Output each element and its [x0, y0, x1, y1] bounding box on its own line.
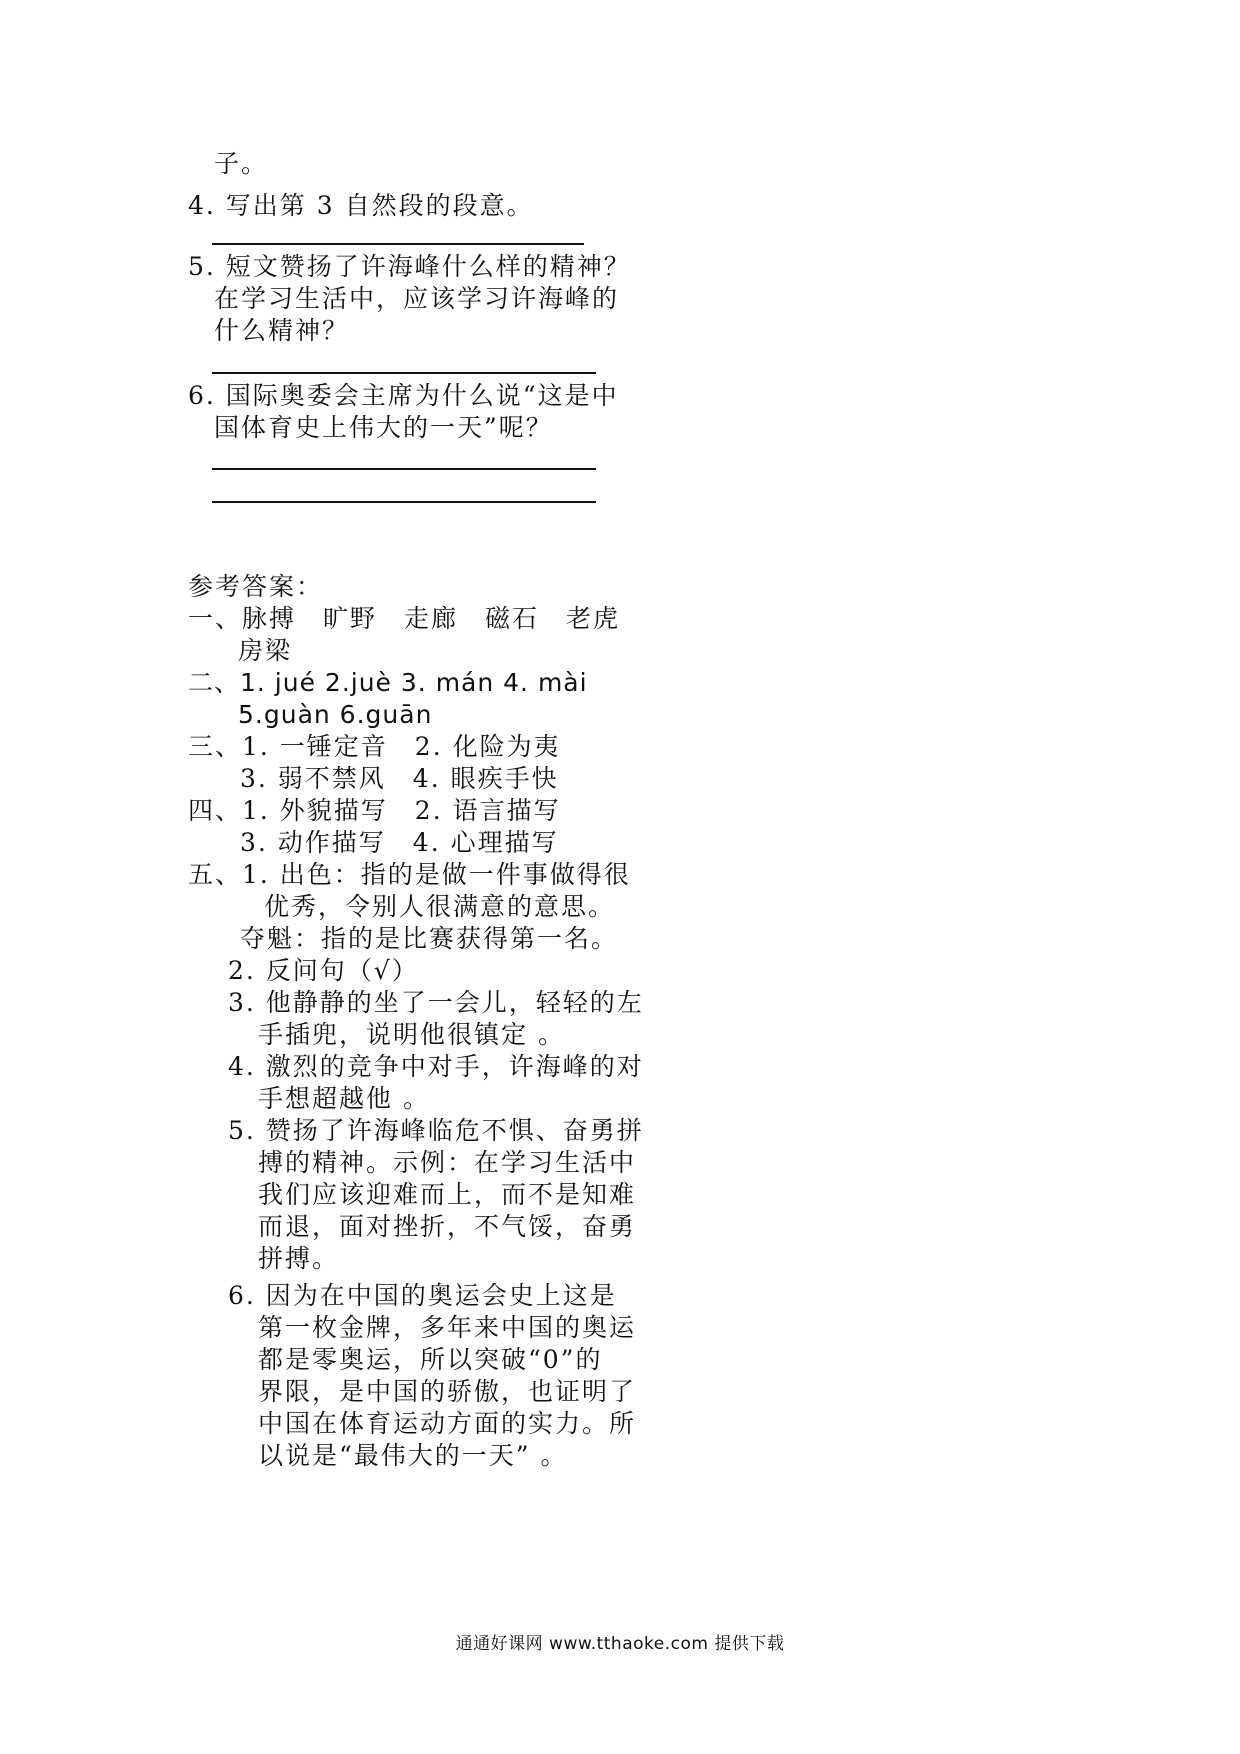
- question-4: 4. 写出第 3 自然段的段意。: [188, 191, 534, 220]
- question-5-line-3: 什么精神？: [214, 316, 350, 345]
- answer-line: 我们应该迎难而上，而不是知难: [258, 1180, 637, 1209]
- answer-blank-q5: [212, 372, 596, 374]
- answer-line: 五、1. 出色：指的是做一件事做得很: [188, 860, 631, 889]
- answer-line: 都是零奥运，所以突破“0”的: [258, 1345, 603, 1374]
- answer-line: 5.guàn 6.guān: [238, 700, 433, 729]
- question-5-line-1: 5. 短文赞扬了许海峰什么样的精神？: [188, 252, 631, 281]
- answer-line: 中国在体育运动方面的实力。所: [258, 1409, 637, 1438]
- answer-line: 5. 赞扬了许海峰临危不惧、奋勇拼: [228, 1116, 644, 1145]
- answer-line: 优秀，令别人很满意的意思。: [264, 892, 616, 921]
- answer-line: 3. 动作描写 4. 心理描写: [240, 828, 559, 857]
- question-3-tail: 子。: [214, 149, 269, 178]
- answer-line: 界限，是中国的骄傲，也证明了: [258, 1377, 637, 1406]
- answer-line: 房梁: [238, 636, 293, 665]
- answer-line: 手插兜，说明他很镇定 。: [258, 1020, 565, 1049]
- answer-line: 2. 反问句（√）: [228, 956, 419, 985]
- question-6-line-1: 6. 国际奥委会主席为什么说“这是中: [188, 381, 619, 410]
- answer-line: 以说是“最伟大的一天” 。: [258, 1441, 568, 1470]
- answer-blank-q6-line-1: [212, 468, 596, 470]
- answer-line: 手想超越他 。: [258, 1084, 430, 1113]
- question-5-line-2: 在学习生活中，应该学习许海峰的: [214, 284, 620, 313]
- answer-line: 拼搏。: [258, 1244, 340, 1273]
- answer-line: 第一枚金牌，多年来中国的奥运: [258, 1313, 637, 1342]
- page-footer: 通通好课网 www.tthaoke.com 提供下载: [455, 1634, 785, 1654]
- answer-line: 3. 他静静的坐了一会儿，轻轻的左: [228, 988, 644, 1017]
- answer-line: 一、脉搏 旷野 走廊 磁石 老虎: [188, 604, 621, 633]
- answer-line: 三、1. 一锤定音 2. 化险为夷: [188, 732, 561, 761]
- answer-blank-q4: [212, 243, 584, 245]
- question-6-line-2: 国体育史上伟大的一天”呢？: [214, 413, 553, 442]
- answer-line: 四、1. 外貌描写 2. 语言描写: [188, 796, 561, 825]
- answer-blank-q6-line-2: [212, 501, 596, 503]
- answer-line: 而退，面对挫折，不气馁，奋勇: [258, 1212, 637, 1241]
- answer-line: 搏的精神。示例：在学习生活中: [258, 1148, 637, 1177]
- answer-line: 4. 激烈的竞争中对手，许海峰的对: [228, 1052, 644, 1081]
- answer-line: 夺魁：指的是比赛获得第一名。: [240, 924, 619, 953]
- answer-line: 二、1. jué 2.juè 3. mán 4. mài: [188, 668, 588, 697]
- answer-line: 3. 弱不禁风 4. 眼疾手快: [240, 764, 559, 793]
- answers-heading: 参考答案：: [188, 572, 324, 601]
- answer-line: 6. 因为在中国的奥运会史上这是: [228, 1281, 617, 1310]
